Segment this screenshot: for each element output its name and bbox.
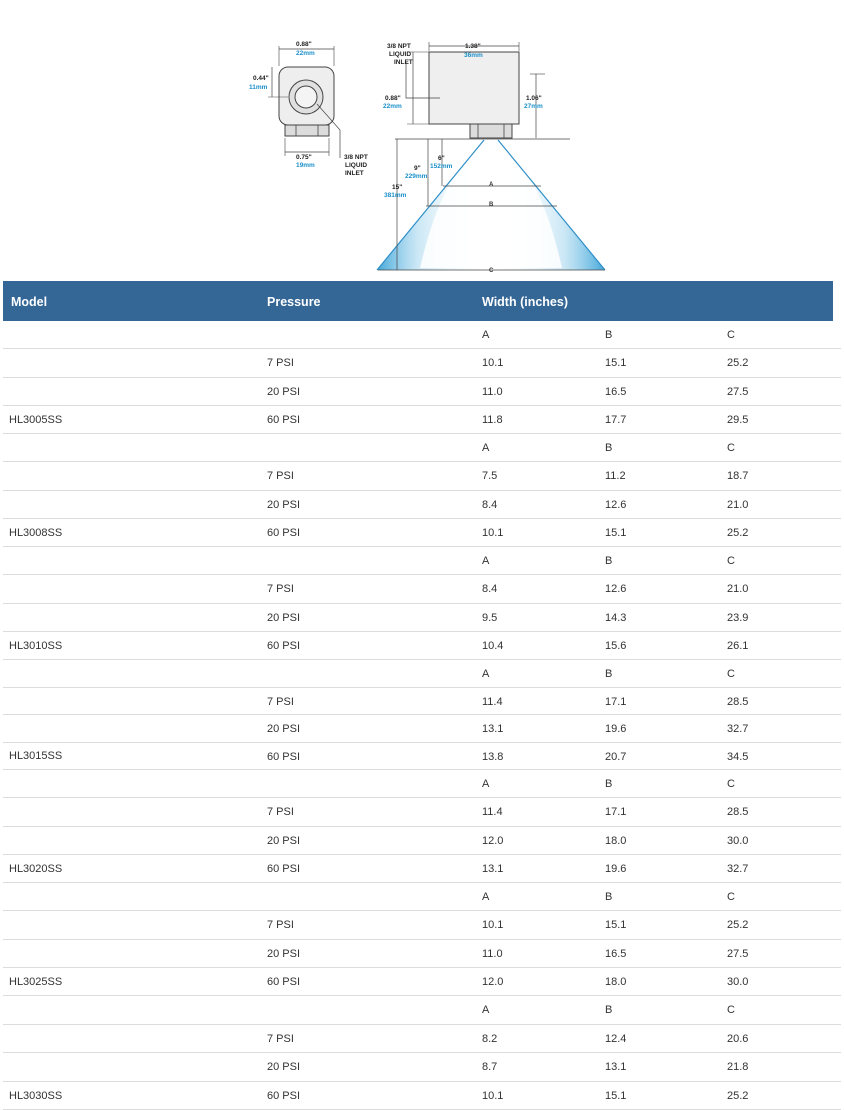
width-c-cell: 32.7 xyxy=(727,723,748,735)
inlet-top-label-2: LIQUID xyxy=(389,51,411,58)
width-a-cell: 9.5 xyxy=(482,612,497,624)
pressure-cell: 60 PSI xyxy=(267,527,300,539)
col-label-c: C xyxy=(727,778,735,790)
col-label-a: A xyxy=(482,555,489,567)
table-row xyxy=(3,519,841,547)
pressure-cell: 7 PSI xyxy=(267,470,294,482)
width-c-cell: 25.2 xyxy=(727,527,748,539)
width-b-cell: 15.1 xyxy=(605,527,626,539)
width-a-cell: 11.0 xyxy=(482,386,503,398)
model-group xyxy=(3,321,841,434)
col-label-b: B xyxy=(605,555,612,567)
width-b-cell: 12.6 xyxy=(605,499,626,511)
dim-distance-c: 15" xyxy=(392,184,402,191)
width-b-cell: 16.5 xyxy=(605,386,626,398)
inlet-side-label-3: INLET xyxy=(345,170,364,177)
width-label-a: A xyxy=(489,182,494,188)
width-b-cell: 11.2 xyxy=(605,470,626,482)
inlet-top-label-1: 3/8 NPT xyxy=(387,43,411,50)
width-a-cell: 10.1 xyxy=(482,527,503,539)
model-group xyxy=(3,660,841,770)
width-b-cell: 15.1 xyxy=(605,919,626,931)
width-a-cell: 8.2 xyxy=(482,1033,497,1045)
width-a-cell: 7.5 xyxy=(482,470,497,482)
pressure-cell: 60 PSI xyxy=(267,414,300,426)
width-a-cell: 13.1 xyxy=(482,723,503,735)
col-label-b: B xyxy=(605,668,612,680)
pressure-cell: 20 PSI xyxy=(267,723,300,735)
col-label-a: A xyxy=(482,778,489,790)
table-row xyxy=(3,575,841,603)
table-row xyxy=(3,911,841,939)
pressure-cell: 20 PSI xyxy=(267,835,300,847)
width-b-cell: 16.5 xyxy=(605,948,626,960)
width-b-cell: 20.7 xyxy=(605,751,626,763)
table-header xyxy=(3,281,833,321)
col-label-a: A xyxy=(482,442,489,454)
width-b-cell: 12.4 xyxy=(605,1033,626,1045)
width-b-cell: 17.1 xyxy=(605,696,626,708)
width-c-cell: 28.5 xyxy=(727,806,748,818)
width-b-cell: 19.6 xyxy=(605,723,626,735)
width-a-cell: 8.4 xyxy=(482,499,497,511)
width-a-cell: 11.4 xyxy=(482,696,503,708)
width-label-b: B xyxy=(489,202,494,208)
pressure-cell: 20 PSI xyxy=(267,612,300,624)
dim-distance-b-mm: 229mm xyxy=(405,173,428,180)
pressure-cell: 60 PSI xyxy=(267,640,300,652)
col-label-c: C xyxy=(727,891,735,903)
model-name-cell: HL3010SS xyxy=(9,640,62,652)
inlet-side-label-1: 3/8 NPT xyxy=(344,154,368,161)
dim-body-width: 1.38" xyxy=(465,43,481,50)
width-c-cell: 20.6 xyxy=(727,1033,748,1045)
width-c-cell: 30.0 xyxy=(727,976,748,988)
pressure-cell: 20 PSI xyxy=(267,948,300,960)
pressure-cell: 7 PSI xyxy=(267,357,294,369)
header-model: Model xyxy=(11,295,47,309)
model-group xyxy=(3,770,841,883)
col-label-c: C xyxy=(727,1004,735,1016)
width-c-cell: 30.0 xyxy=(727,835,748,847)
pressure-cell: 7 PSI xyxy=(267,696,294,708)
width-c-cell: 25.2 xyxy=(727,1090,748,1102)
width-c-cell: 34.5 xyxy=(727,751,748,763)
col-label-b: B xyxy=(605,891,612,903)
width-a-cell: 13.8 xyxy=(482,751,503,763)
nozzle-dimension-diagram xyxy=(0,0,844,281)
dim-distance-b: 9" xyxy=(414,165,421,172)
width-c-cell: 25.2 xyxy=(727,919,748,931)
width-label-c: C xyxy=(489,268,494,274)
width-c-cell: 21.0 xyxy=(727,583,748,595)
table-subheader-row xyxy=(3,321,841,349)
model-group xyxy=(3,434,841,547)
pressure-cell: 7 PSI xyxy=(267,1033,294,1045)
width-c-cell: 32.7 xyxy=(727,863,748,875)
col-label-b: B xyxy=(605,329,612,341)
width-b-cell: 17.1 xyxy=(605,806,626,818)
model-group xyxy=(3,996,841,1110)
table-row xyxy=(3,798,841,826)
width-b-cell: 14.3 xyxy=(605,612,626,624)
dim-distance-c-mm: 381mm xyxy=(384,192,407,199)
table-row xyxy=(3,604,841,632)
width-b-cell: 13.1 xyxy=(605,1061,626,1073)
width-a-cell: 12.0 xyxy=(482,976,503,988)
pressure-cell: 60 PSI xyxy=(267,751,300,763)
pressure-cell: 7 PSI xyxy=(267,806,294,818)
nozzle-front-view xyxy=(377,42,605,270)
model-name-cell: HL3025SS xyxy=(9,976,62,988)
width-b-cell: 17.7 xyxy=(605,414,626,426)
table-subheader-row xyxy=(3,547,841,575)
table-row xyxy=(3,632,841,660)
model-group xyxy=(3,883,841,996)
table-row xyxy=(3,688,841,716)
dim-body-height-left: 0.88" xyxy=(385,95,401,102)
col-label-c: C xyxy=(727,668,735,680)
dim-top-width: 0.88" xyxy=(296,41,312,48)
width-a-cell: 10.1 xyxy=(482,357,503,369)
width-a-cell: 10.1 xyxy=(482,919,503,931)
dim-bottom-width-mm: 19mm xyxy=(296,162,315,169)
col-label-a: A xyxy=(482,1004,489,1016)
table-row xyxy=(3,827,841,855)
width-c-cell: 25.2 xyxy=(727,357,748,369)
width-c-cell: 27.5 xyxy=(727,948,748,960)
width-b-cell: 15.6 xyxy=(605,640,626,652)
model-name-cell: HL3008SS xyxy=(9,527,62,539)
table-row xyxy=(3,940,841,968)
pressure-cell: 60 PSI xyxy=(267,863,300,875)
width-a-cell: 11.4 xyxy=(482,806,503,818)
width-c-cell: 21.8 xyxy=(727,1061,748,1073)
width-a-cell: 13.1 xyxy=(482,863,503,875)
header-pressure: Pressure xyxy=(267,295,321,309)
table-row xyxy=(3,743,841,771)
width-b-cell: 15.1 xyxy=(605,1090,626,1102)
model-name-cell: HL3005SS xyxy=(9,414,62,426)
table-subheader-row xyxy=(3,660,841,688)
width-b-cell: 19.6 xyxy=(605,863,626,875)
model-group xyxy=(3,547,841,660)
dim-side-offset-mm: 11mm xyxy=(249,84,268,91)
table-body xyxy=(3,321,841,1110)
col-label-b: B xyxy=(605,442,612,454)
dim-side-offset: 0.44" xyxy=(253,75,269,82)
width-a-cell: 11.0 xyxy=(482,948,503,960)
col-label-c: C xyxy=(727,442,735,454)
table-row xyxy=(3,462,841,490)
width-a-cell: 10.1 xyxy=(482,1090,503,1102)
dim-distance-a-mm: 152mm xyxy=(430,163,453,170)
pressure-cell: 20 PSI xyxy=(267,499,300,511)
width-c-cell: 27.5 xyxy=(727,386,748,398)
width-c-cell: 26.1 xyxy=(727,640,748,652)
col-label-c: C xyxy=(727,555,735,567)
table-row xyxy=(3,968,841,996)
col-label-b: B xyxy=(605,778,612,790)
col-label-a: A xyxy=(482,668,489,680)
col-label-a: A xyxy=(482,329,489,341)
width-b-cell: 15.1 xyxy=(605,357,626,369)
width-c-cell: 28.5 xyxy=(727,696,748,708)
width-a-cell: 8.7 xyxy=(482,1061,497,1073)
width-b-cell: 18.0 xyxy=(605,835,626,847)
width-a-cell: 12.0 xyxy=(482,835,503,847)
table-row xyxy=(3,491,841,519)
header-width: Width (inches) xyxy=(482,295,568,309)
dim-body-height-right: 1.06" xyxy=(526,95,542,102)
inlet-top-label-3: INLET xyxy=(394,59,413,66)
dim-distance-a: 6" xyxy=(438,155,445,162)
dim-body-height-right-mm: 27mm xyxy=(524,103,543,110)
dim-body-height-left-mm: 22mm xyxy=(383,103,402,110)
pressure-cell: 7 PSI xyxy=(267,919,294,931)
table-row xyxy=(3,349,841,377)
width-a-cell: 10.4 xyxy=(482,640,503,652)
dim-bottom-width: 0.75" xyxy=(296,154,312,161)
table-row xyxy=(3,855,841,883)
width-c-cell: 29.5 xyxy=(727,414,748,426)
table-row xyxy=(3,406,841,434)
col-label-b: B xyxy=(605,1004,612,1016)
table-subheader-row xyxy=(3,883,841,911)
table-row xyxy=(3,1082,841,1110)
width-a-cell: 8.4 xyxy=(482,583,497,595)
dim-body-width-mm: 36mm xyxy=(464,52,483,59)
model-name-cell: HL3020SS xyxy=(9,863,62,875)
inlet-side-label-2: LIQUID xyxy=(345,162,367,169)
col-label-a: A xyxy=(482,891,489,903)
table-row xyxy=(3,1053,841,1082)
pressure-cell: 20 PSI xyxy=(267,386,300,398)
table-row xyxy=(3,378,841,406)
pressure-cell: 7 PSI xyxy=(267,583,294,595)
width-c-cell: 23.9 xyxy=(727,612,748,624)
pressure-cell: 60 PSI xyxy=(267,1090,300,1102)
width-b-cell: 18.0 xyxy=(605,976,626,988)
nozzle-end-view xyxy=(268,46,340,158)
model-name-cell: HL3030SS xyxy=(9,1090,62,1102)
width-c-cell: 21.0 xyxy=(727,499,748,511)
model-name-cell: HL3015SS xyxy=(9,750,62,762)
table-row xyxy=(3,715,841,743)
dim-top-width-mm: 22mm xyxy=(296,50,315,57)
table-row xyxy=(3,1025,841,1054)
width-c-cell: 18.7 xyxy=(727,470,748,482)
width-a-cell: 11.8 xyxy=(482,414,503,426)
table-subheader-row xyxy=(3,434,841,462)
pressure-cell: 20 PSI xyxy=(267,1061,300,1073)
pressure-cell: 60 PSI xyxy=(267,976,300,988)
table-subheader-row xyxy=(3,770,841,798)
spray-width-table xyxy=(3,281,841,1110)
table-subheader-row xyxy=(3,996,841,1025)
col-label-c: C xyxy=(727,329,735,341)
width-b-cell: 12.6 xyxy=(605,583,626,595)
